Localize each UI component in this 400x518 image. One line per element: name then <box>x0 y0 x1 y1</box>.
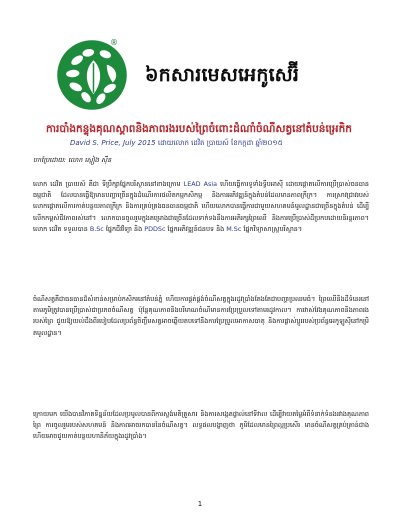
paragraph-author-bio <box>33 179 369 235</box>
byline <box>70 139 370 149</box>
author-english: David S. Price, July 2015 <box>70 139 156 147</box>
translator-credit: បកប្រែដោយ: លោក ស្មៀង ស៊ីន <box>33 156 112 164</box>
bio-text-2: ហើយធ្វើការទូទាំងទ្វីបអាស៊ី ដោយផ្តោតលើការប្រើប្រាស់ធនធានធម្មជាតិ ដែលបានធ្វើឱ្យមានបញ្ហាច្រើនក្នុងដំណើរការផលិតកម្មកសិកម្ម និងការអភិវឌ្ឍន៍ក្នុងតំបន់ដែលមានភាពក្រីក្រ។ ការស្រាវជ្រាវរបស់លោកផ្តោតលើការកាត់បន្ថយភាពក្រីក្រ និងការគ្រប់គ្រងធនធានធម្មជាតិ ហើយលោកបានធ្វើការជាមួយសហគមន៍មូលដ្ឋានជាច្រើនក្នុងតំបន់ ដើម្បីលើកកម្ពស់ជីវភាពរស់នៅ។ លោកបានចូលរួមក្នុងគម្រោងជាច្រើនដែលទាក់ទងនឹងការអភិរក្សព្រៃឈើ និងការប្រើប្រាស់ដីប្រកបដោយនិរន្តរភាព។ លោក ដេវិត ទទួលបាន <box>33 180 369 233</box>
body-text-2: ចំណីសត្វគឺជាធនធានដ៏សំខាន់សម្រាប់កសិករនៅតំបន់ភ្នំ ហើយការផ្គត់ផ្គង់ចំណីសត្វក្នុងរដូវប្រាំងតែងតែជាបញ្ហាប្រឈមធំ។ ព្រៃឈើនិងដីទំនេរនៅតាមភូមិត្រូវបានប្រើប្រាស់ជាប្រភពចំណីសត្វ ប៉ុន្តែគុណភាពនិងបរិមាណចំណីមានការប្រែប្រួលទៅតាមរដូវកាល។ ការវាស់វែងគុណភាពនិងភាពរងរបស់ព្រៃ ជួយឱ្យយល់ដឹងពីរបៀបដែលប្រព័ន្ធចិញ្ចឹមសត្វអាចឆ្លើយតបទៅនឹងការប្រែប្រួលអាកាសធាតុ និងការផ្លាស់ប្តូររបស់ប្រព័ន្ធអេកូឡូស៊ីនៅកម្រិតមូលដ្ឋាន។ <box>33 295 369 337</box>
page-number: 1 <box>197 500 203 508</box>
degree-bsc: B.Sc <box>89 224 104 233</box>
paragraph-body-2 <box>33 294 369 339</box>
degree-msc: M.Sc <box>226 224 242 233</box>
degree-pddsc: PDDSc <box>144 224 166 233</box>
brand-title: ៦កសារមេសអេកូសេរ៊ី <box>145 64 300 86</box>
registered-mark: ® <box>110 38 118 47</box>
bio-text-5: ផ្នែកវិទ្យាសាស្ត្របរិស្ថាន។ <box>243 224 303 233</box>
paragraph-body-3 <box>33 409 369 443</box>
lead-asia-link[interactable]: LEAD Asia <box>183 180 218 188</box>
ecosorea-leaf-logo <box>55 38 129 112</box>
bio-text-1: លោក ដេវិត ប្រាយស៍ គឺជា ទីប្រឹក្សាផ្នែកបរិស្ថាននៅខាងក្រោម <box>33 180 181 188</box>
bio-text-4: ផ្នែកអភិវឌ្ឍន៍ជនបទ និង <box>167 224 225 233</box>
body-text-3: ក្រោយមក យើងបានវិភាគទិន្នន័យដែលប្រមូលបានពីការស្ទង់មតិគ្រួសារ និងការសង្កេតផ្ទាល់នៅទីវាល ដើម្បីវាយតម្លៃអំពីទំនាក់ទំនងរវាងគុណភាពព្រៃ ការចូលរួមរបស់សហគមន៍ និងភាពអាចរកបាននៃចំណីសត្វ។ លទ្ធផលបង្ហាញថា ភូមិដែលមានព្រៃល្អប្រសើរ មានចំណីសត្វគ្រប់គ្រាន់ជាង ហើយអាចជួយកាត់បន្ថយហានិភ័យក្នុងរដូវប្រាំង។ <box>33 410 369 441</box>
article-title: ការបាំងកន្ទុងគុណស្គាពនិងភាពរងរបស់ព្រៃចំពោះដំណាំចំណីសត្វនៅតំបន់អ្រេកិក <box>46 123 352 135</box>
author-khmer: ដោយលោក ដេវិត ប្រាយស៍ ខែកក្កដា ឆ្នាំ២០១៥ <box>157 139 283 147</box>
bio-text-3: ផ្នែកជីវវិទ្យា និង <box>105 224 143 233</box>
